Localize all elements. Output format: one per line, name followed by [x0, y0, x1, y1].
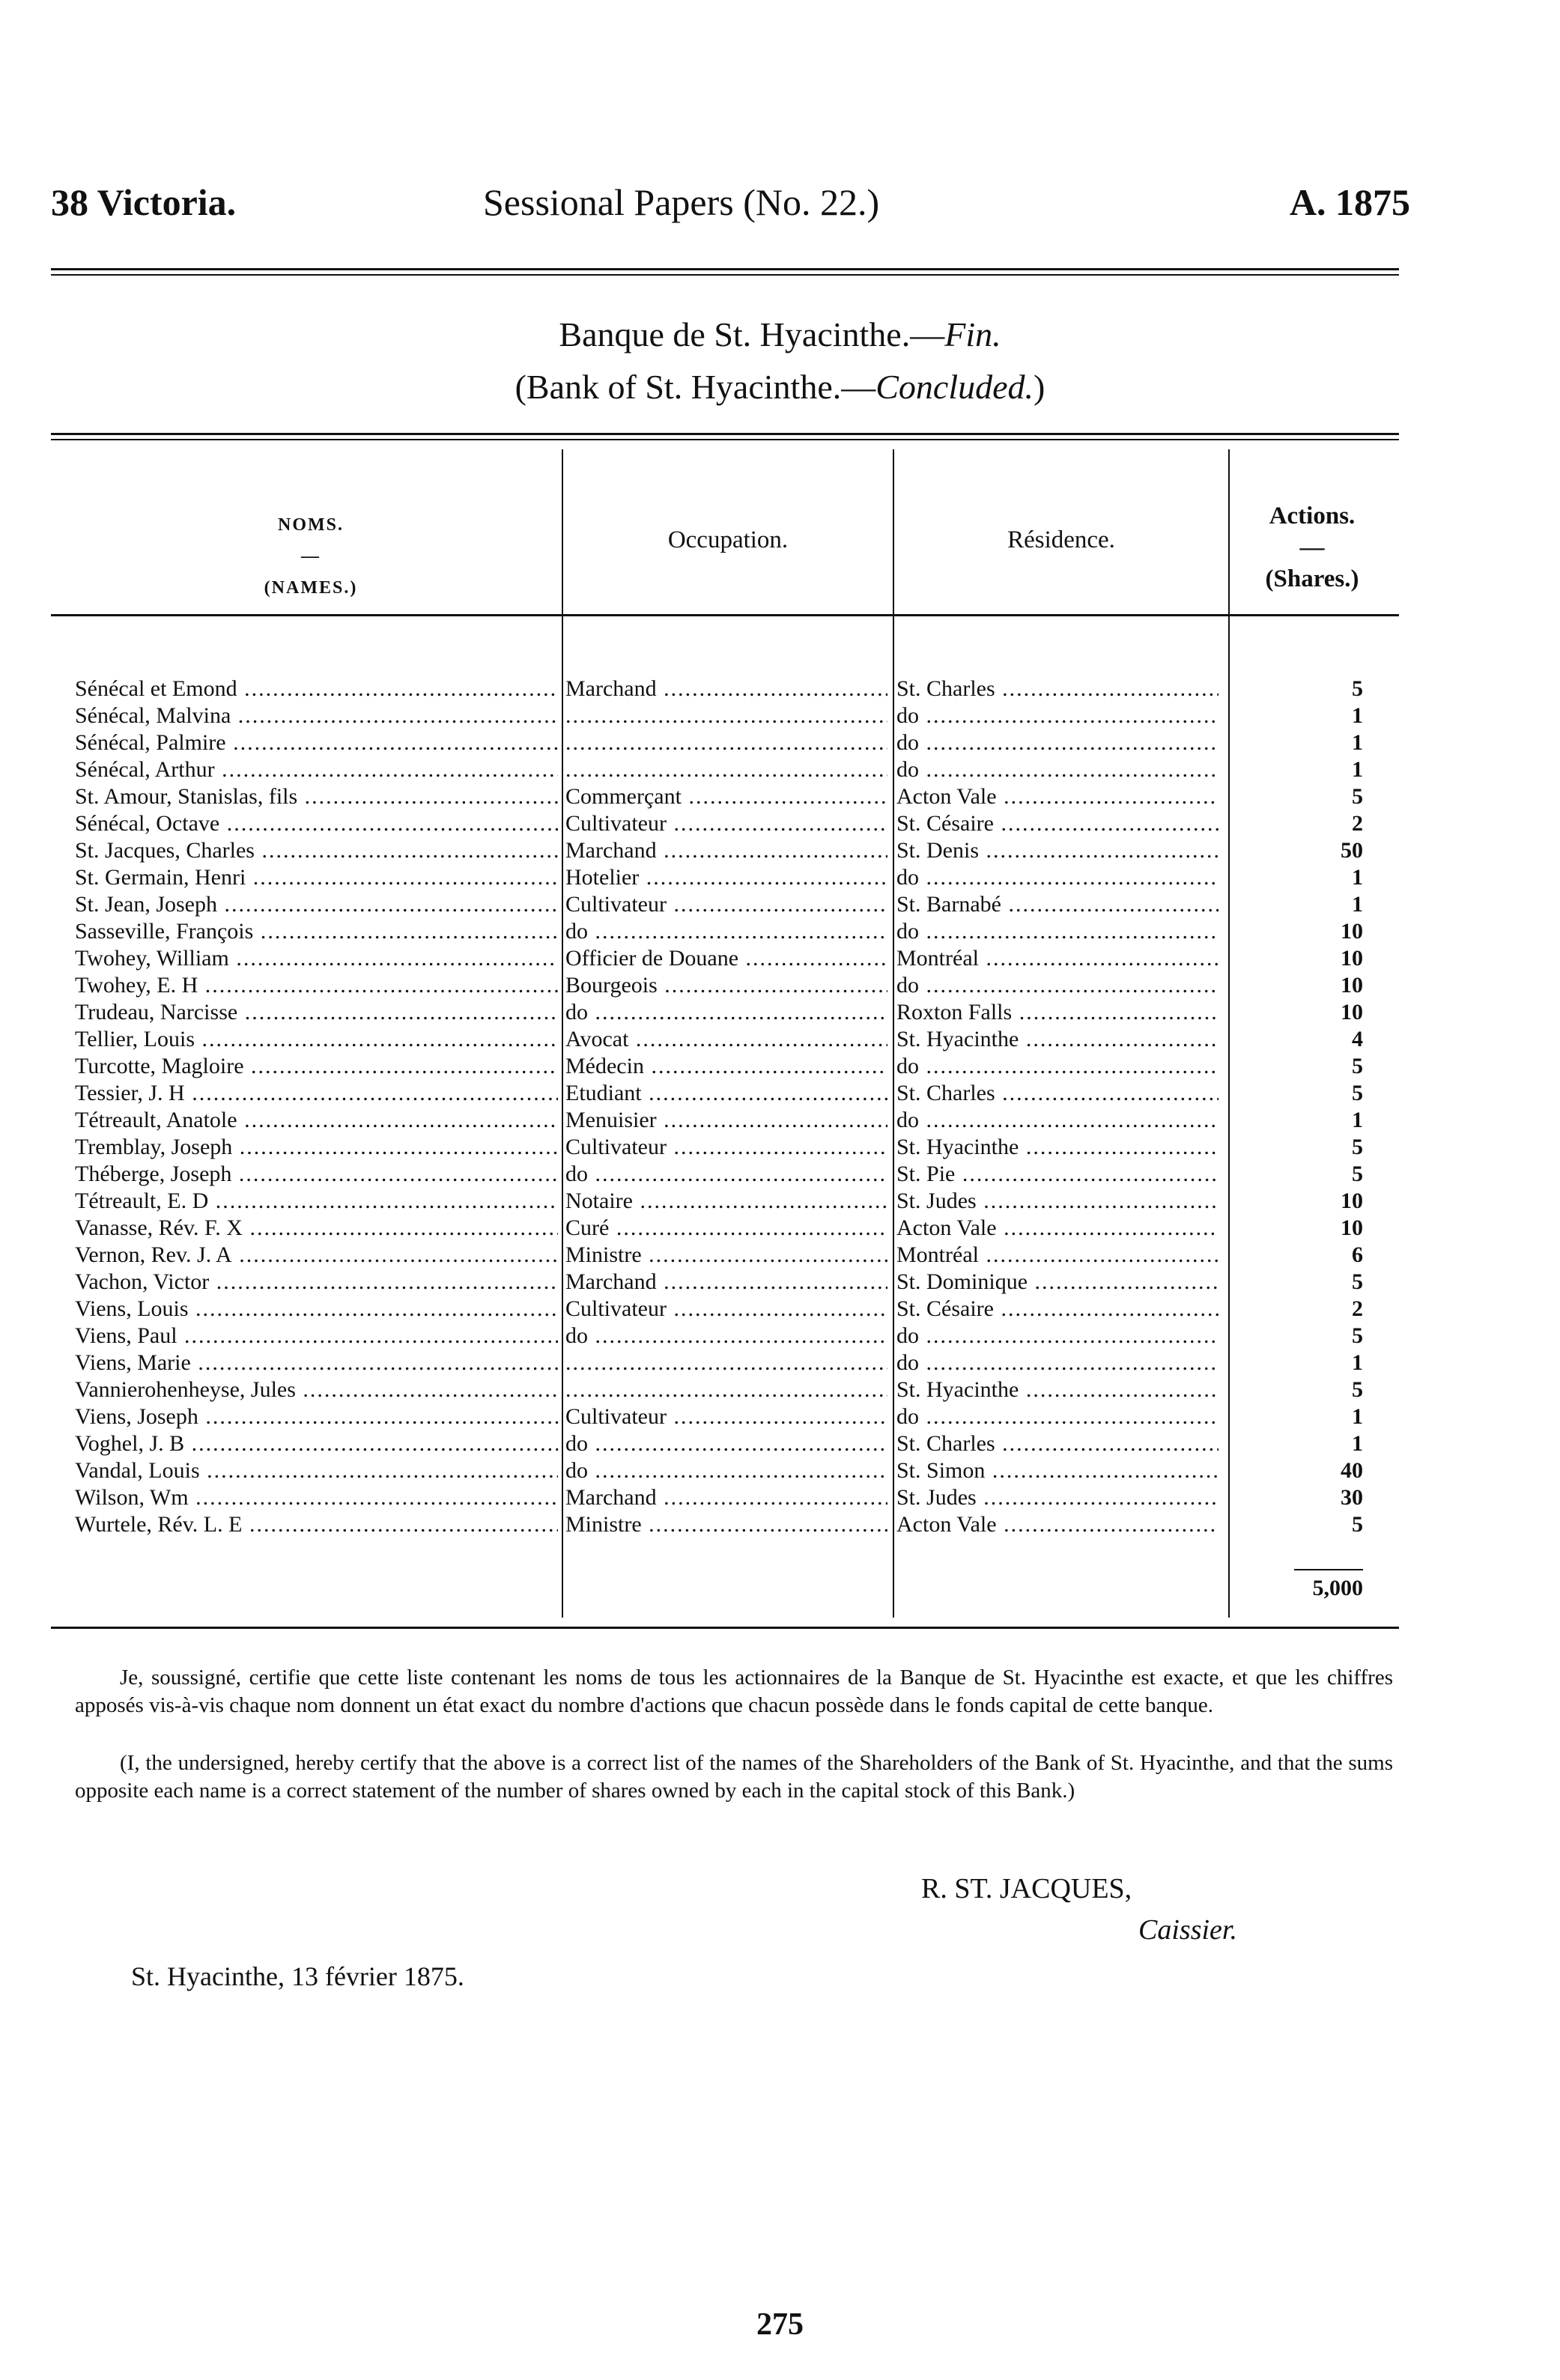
- shareholder-name: Sénécal, Arthur .....: [75, 756, 558, 783]
- title-en-italic: Concluded.: [875, 368, 1034, 406]
- shareholder-name: Tremblay, Joseph .....: [75, 1134, 558, 1161]
- residence-cell: Montréal .....: [896, 1242, 1218, 1269]
- page-title-french: [0, 313, 1560, 356]
- occupation-cell: [565, 729, 887, 756]
- shares-cell: 40: [1341, 1458, 1363, 1483]
- table-row: [0, 1511, 1560, 1538]
- residence-cell: St. Hyacinthe .....: [896, 1026, 1218, 1053]
- table-row: [0, 1457, 1560, 1484]
- shares-cell: 50: [1341, 838, 1363, 863]
- shares-cell: 10: [1341, 919, 1363, 944]
- residence-cell: St. Dominique .....: [896, 1269, 1218, 1296]
- shareholder-name: Twohey, E. H .....: [75, 972, 558, 999]
- occupation-cell: do .....: [565, 1430, 887, 1457]
- occupation-cell: Marchand .....: [565, 1269, 887, 1296]
- occupation-cell: Etudiant .....: [565, 1080, 887, 1107]
- residence-cell: Montréal .....: [896, 945, 1218, 972]
- table-row: [0, 945, 1560, 972]
- table-row: [0, 972, 1560, 999]
- occupation-cell: Cultivateur .....: [565, 1403, 887, 1430]
- shares-cell: 5: [1352, 1323, 1363, 1348]
- residence-cell: St. Judes .....: [896, 1188, 1218, 1215]
- shareholder-name: Viens, Joseph .....: [75, 1403, 558, 1430]
- table-row: [0, 891, 1560, 918]
- table-row: [0, 1026, 1560, 1053]
- shareholder-name: Viens, Paul .....: [75, 1323, 558, 1350]
- shareholder-name: St. Jacques, Charles .....: [75, 837, 558, 864]
- page-title-english: [0, 365, 1560, 409]
- header-rule: [51, 268, 1399, 270]
- column-header-names-dash: —: [301, 547, 321, 566]
- shares-cell: 10: [1341, 1189, 1363, 1213]
- title-en-close: ): [1034, 368, 1045, 406]
- occupation-cell: Avocat .....: [565, 1026, 887, 1053]
- residence-cell: St. Barnabé .....: [896, 891, 1218, 918]
- title-fr: Banque de St. Hyacinthe.—: [559, 315, 945, 353]
- occupation-cell: [565, 756, 887, 783]
- table-bottom-rule: [51, 1627, 1399, 1629]
- signature-title: Caissier.: [1138, 1914, 1237, 1946]
- occupation-cell: [565, 1350, 887, 1376]
- residence-cell: do .....: [896, 864, 1218, 891]
- residence-cell: do .....: [896, 1403, 1218, 1430]
- shareholder-name: Viens, Louis .....: [75, 1296, 558, 1323]
- residence-cell: Acton Vale .....: [896, 783, 1218, 810]
- residence-cell: do .....: [896, 918, 1218, 945]
- table-row: [0, 1215, 1560, 1242]
- residence-cell: St. Charles .....: [896, 1080, 1218, 1107]
- occupation-cell: Ministre .....: [565, 1511, 887, 1538]
- shareholder-name: St. Amour, Stanislas, fils .....: [75, 783, 558, 810]
- table-row: [0, 1161, 1560, 1188]
- shareholder-name: Voghel, J. B .....: [75, 1430, 558, 1457]
- occupation-cell: Médecin .....: [565, 1053, 887, 1080]
- header-year: A. 1875: [1289, 181, 1410, 223]
- residence-cell: St. Césaire .....: [896, 1296, 1218, 1323]
- table-row: [0, 1188, 1560, 1215]
- shares-cell: 5: [1352, 676, 1363, 701]
- shares-cell: 1: [1352, 1431, 1363, 1456]
- shares-cell: 5: [1352, 1512, 1363, 1537]
- residence-cell: do .....: [896, 1350, 1218, 1376]
- occupation-cell: [565, 702, 887, 729]
- table-row: [0, 1296, 1560, 1323]
- total-shares: 5,000: [1312, 1576, 1363, 1600]
- table-row: [0, 1134, 1560, 1161]
- occupation-cell: [565, 1376, 887, 1403]
- shares-cell: 5: [1352, 1269, 1363, 1294]
- residence-cell: St. Judes .....: [896, 1484, 1218, 1511]
- shareholder-name: Twohey, William .....: [75, 945, 558, 972]
- total-rule: [1294, 1569, 1363, 1570]
- shareholder-name: Viens, Marie .....: [75, 1350, 558, 1376]
- page-number: 275: [756, 2307, 804, 2342]
- shares-cell: 10: [1341, 1000, 1363, 1024]
- column-header-shares-fr: Actions.: [1269, 503, 1356, 529]
- occupation-cell: Marchand .....: [565, 676, 887, 702]
- shareholder-name: Sénécal, Octave .....: [75, 810, 558, 837]
- column-header-residence: Résidence.: [1007, 526, 1115, 553]
- shares-cell: 1: [1352, 730, 1363, 755]
- table-row: [0, 1376, 1560, 1403]
- occupation-cell: do .....: [565, 1457, 887, 1484]
- column-header-shares-dash: —: [1299, 534, 1325, 561]
- shareholder-name: Tessier, J. H .....: [75, 1080, 558, 1107]
- shareholder-name: Turcotte, Magloire .....: [75, 1053, 558, 1080]
- residence-cell: do .....: [896, 1107, 1218, 1134]
- shares-cell: 5: [1352, 1054, 1363, 1078]
- residence-cell: do .....: [896, 972, 1218, 999]
- residence-cell: St. Denis .....: [896, 837, 1218, 864]
- table-row: [0, 1242, 1560, 1269]
- shares-cell: 4: [1352, 1027, 1363, 1051]
- title-fr-italic: Fin.: [944, 315, 1001, 353]
- table-row: [0, 676, 1560, 702]
- shareholder-name: Wurtele, Rév. L. E .....: [75, 1511, 558, 1538]
- shares-cell: 1: [1352, 703, 1363, 728]
- residence-cell: St. Simon .....: [896, 1457, 1218, 1484]
- shares-cell: 10: [1341, 1215, 1363, 1240]
- table-row: [0, 1350, 1560, 1376]
- table-row: [0, 1323, 1560, 1350]
- residence-cell: Acton Vale .....: [896, 1215, 1218, 1242]
- occupation-cell: Menuisier .....: [565, 1107, 887, 1134]
- shares-cell: 1: [1352, 757, 1363, 782]
- header-bottom-rule: [51, 614, 1399, 616]
- residence-cell: St. Hyacinthe .....: [896, 1376, 1218, 1403]
- shares-cell: 1: [1352, 1350, 1363, 1375]
- shares-cell: 5: [1352, 1081, 1363, 1105]
- shares-cell: 10: [1341, 946, 1363, 971]
- occupation-cell: Curé .....: [565, 1215, 887, 1242]
- column-header-names-fr: NOMS.: [278, 515, 344, 535]
- residence-cell: do .....: [896, 1053, 1218, 1080]
- table-row: [0, 837, 1560, 864]
- shareholder-name: Théberge, Joseph .....: [75, 1161, 558, 1188]
- table-row: [0, 756, 1560, 783]
- shareholder-name: Tétreault, E. D .....: [75, 1188, 558, 1215]
- occupation-cell: do .....: [565, 999, 887, 1026]
- shareholder-name: St. Germain, Henri .....: [75, 864, 558, 891]
- shares-cell: 1: [1352, 892, 1363, 917]
- shares-cell: 1: [1352, 1404, 1363, 1429]
- table-row: [0, 918, 1560, 945]
- shares-cell: 1: [1352, 865, 1363, 890]
- residence-cell: St. Charles .....: [896, 1430, 1218, 1457]
- table-row: [0, 1269, 1560, 1296]
- table-row: [0, 1107, 1560, 1134]
- column-header-names: [217, 509, 404, 604]
- occupation-cell: Hotelier .....: [565, 864, 887, 891]
- shareholder-name: Tétreault, Anatole .....: [75, 1107, 558, 1134]
- table-row: [0, 999, 1560, 1026]
- column-header-names-en: (NAMES.): [264, 578, 358, 598]
- occupation-cell: Commerçant .....: [565, 783, 887, 810]
- shareholder-name: Vachon, Victor .....: [75, 1269, 558, 1296]
- occupation-cell: Notaire .....: [565, 1188, 887, 1215]
- table-row: [0, 1484, 1560, 1511]
- shares-cell: 5: [1352, 784, 1363, 809]
- shareholder-name: Vanasse, Rév. F. X .....: [75, 1215, 558, 1242]
- occupation-cell: Ministre .....: [565, 1242, 887, 1269]
- table-row: [0, 1080, 1560, 1107]
- occupation-cell: Cultivateur .....: [565, 891, 887, 918]
- shares-cell: 2: [1352, 811, 1363, 836]
- shares-cell: 5: [1352, 1162, 1363, 1186]
- occupation-cell: Cultivateur .....: [565, 1296, 887, 1323]
- table-top-rule: [51, 433, 1399, 435]
- residence-cell: Acton Vale .....: [896, 1511, 1218, 1538]
- occupation-cell: Cultivateur .....: [565, 1134, 887, 1161]
- occupation-cell: Marchand .....: [565, 1484, 887, 1511]
- table-row: [0, 783, 1560, 810]
- shareholder-name: Vandal, Louis .....: [75, 1457, 558, 1484]
- table-top-rule-thin: [51, 439, 1399, 440]
- residence-cell: do .....: [896, 702, 1218, 729]
- occupation-cell: do .....: [565, 1161, 887, 1188]
- occupation-cell: do .....: [565, 1323, 887, 1350]
- shareholder-name: Vannierohenheyse, Jules .....: [75, 1376, 558, 1403]
- residence-cell: St. Hyacinthe .....: [896, 1134, 1218, 1161]
- occupation-cell: Officier de Douane .....: [565, 945, 887, 972]
- title-en: (Bank of St. Hyacinthe.—: [515, 368, 876, 406]
- residence-cell: do .....: [896, 729, 1218, 756]
- shares-cell: 30: [1341, 1485, 1363, 1510]
- residence-cell: St. Pie .....: [896, 1161, 1218, 1188]
- certification-english: (I, the undersigned, hereby certify that the above is a correct list of the names of the Shareholders of the Bank of St. Hyacinthe, and that the sums opposite each name is a correct statement of the number of shares owned by each in the capital stock of this Bank.): [75, 1751, 1393, 1803]
- table-row: [0, 1403, 1560, 1430]
- shares-cell: 6: [1352, 1242, 1363, 1267]
- table-row: [0, 810, 1560, 837]
- header-sessional-papers: Sessional Papers (No. 22.): [483, 181, 880, 223]
- table-row: [0, 729, 1560, 756]
- shares-cell: 5: [1352, 1377, 1363, 1402]
- table-row: [0, 1053, 1560, 1080]
- shares-cell: 5: [1352, 1135, 1363, 1159]
- shareholder-name: Sénécal et Emond .....: [75, 676, 558, 702]
- shareholder-name: Sénécal, Palmire .....: [75, 729, 558, 756]
- residence-cell: St. Charles .....: [896, 676, 1218, 702]
- shareholder-name: Tellier, Louis .....: [75, 1026, 558, 1053]
- shares-cell: 10: [1341, 973, 1363, 998]
- shares-cell: 1: [1352, 1108, 1363, 1132]
- signature-name: R. ST. JACQUES,: [921, 1873, 1132, 1904]
- header-rule-thin: [51, 274, 1399, 276]
- residence-cell: do .....: [896, 756, 1218, 783]
- column-header-shares-en: (Shares.): [1265, 565, 1359, 592]
- shareholder-name: Sénécal, Malvina .....: [75, 702, 558, 729]
- table-row: [0, 864, 1560, 891]
- occupation-cell: do .....: [565, 918, 887, 945]
- residence-cell: Roxton Falls .....: [896, 999, 1218, 1026]
- certification-french: Je, soussigné, certifie que cette liste contenant les noms de tous les actionnaires de la Banque de St. Hyacinthe est exacte, et que les chiffres apposés vis-à-vis chaque nom donnent un état exact du nombre d'actions que chacun possède dans le fonds capital de cette banque.: [75, 1666, 1393, 1717]
- shares-cell: 2: [1352, 1296, 1363, 1321]
- occupation-cell: Cultivateur .....: [565, 810, 887, 837]
- shareholder-name: Vernon, Rev. J. A .....: [75, 1242, 558, 1269]
- place-date: St. Hyacinthe, 13 février 1875.: [131, 1961, 464, 1991]
- table-row: [0, 1430, 1560, 1457]
- residence-cell: do .....: [896, 1323, 1218, 1350]
- header-volume: 38 Victoria.: [51, 181, 237, 223]
- column-header-shares: [1230, 500, 1394, 595]
- shareholder-name: Trudeau, Narcisse .....: [75, 999, 558, 1026]
- occupation-cell: Marchand .....: [565, 837, 887, 864]
- occupation-cell: Bourgeois .....: [565, 972, 887, 999]
- shareholder-name: Wilson, Wm .....: [75, 1484, 558, 1511]
- shareholder-name: Sasseville, François .....: [75, 918, 558, 945]
- residence-cell: St. Césaire .....: [896, 810, 1218, 837]
- column-header-occupation: Occupation.: [667, 526, 789, 553]
- table-row: [0, 702, 1560, 729]
- shareholder-name: St. Jean, Joseph .....: [75, 891, 558, 918]
